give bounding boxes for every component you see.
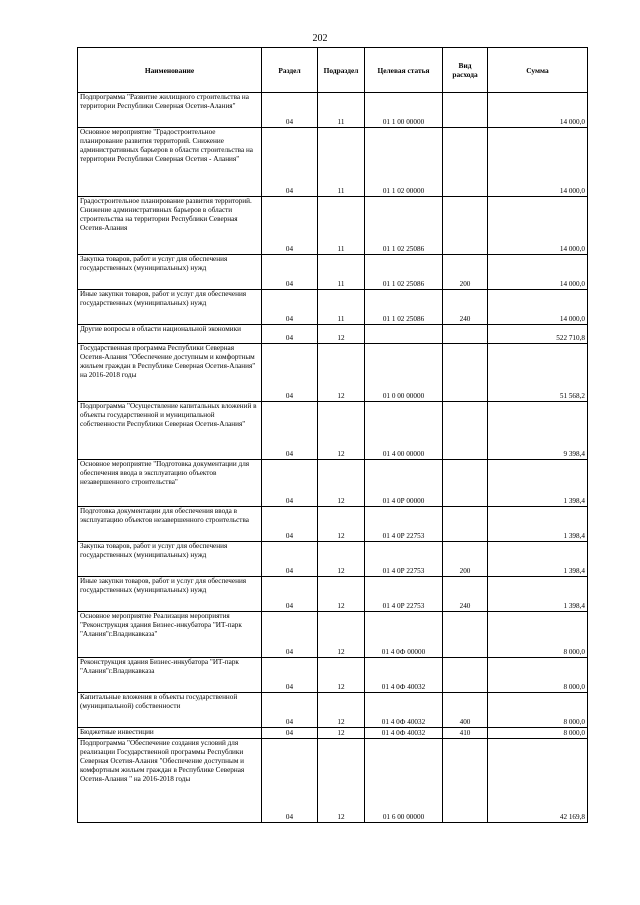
- row-expense-type: [443, 344, 488, 402]
- row-subsection: 12: [318, 728, 365, 739]
- row-name: Подготовка документации для обеспечения ввода в эксплуатацию объектов незавершенного строительства: [78, 507, 262, 542]
- row-target: 01 4 0Р 22753: [365, 577, 443, 612]
- row-subsection: 12: [318, 739, 365, 823]
- row-section: 04: [262, 728, 318, 739]
- row-subsection: 12: [318, 612, 365, 658]
- row-name: Бюджетные инвестиции: [78, 728, 262, 739]
- row-section: 04: [262, 693, 318, 728]
- row-expense-type: 200: [443, 542, 488, 577]
- row-target: 01 4 0Р 22753: [365, 507, 443, 542]
- row-name: Подпрограмма "Обеспечение создания условий для реализации Государственной программы Республики Северная Осетия-Алания "Обеспечение доступным и комфортным жильем граждан в Республике Северная Осетия-Алания " на 2016-2018 годы: [78, 739, 262, 823]
- row-expense-type: 240: [443, 290, 488, 325]
- row-name: Иные закупки товаров, работ и услуг для обеспечения государственных (муниципальных) нужд: [78, 290, 262, 325]
- row-name: Градостроительное планирование развития территорий. Снижение административных барьеров в области строительства на территории Республики Северная Осетия-Алания: [78, 197, 262, 255]
- table-row: [78, 402, 588, 460]
- row-subsection: 12: [318, 402, 365, 460]
- row-name: Реконструкция здания Бизнес-инкубатора "ИТ-парк "Алания"г.Владикавказа: [78, 658, 262, 693]
- row-subsection: 12: [318, 693, 365, 728]
- row-section: 04: [262, 507, 318, 542]
- table-row: [78, 507, 588, 542]
- row-subsection: 12: [318, 542, 365, 577]
- row-section: 04: [262, 197, 318, 255]
- header-section: Раздел: [262, 48, 318, 93]
- row-expense-type: [443, 197, 488, 255]
- row-amount: 1 398,4: [488, 542, 588, 577]
- row-name: Другие вопросы в области национальной экономики: [78, 325, 262, 344]
- table-row: [78, 460, 588, 507]
- row-name: Закупка товаров, работ и услуг для обеспечения государственных (муниципальных) нужд: [78, 542, 262, 577]
- row-amount: 1 398,4: [488, 507, 588, 542]
- table-row: [78, 128, 588, 197]
- table-row: [78, 290, 588, 325]
- row-amount: 1 398,4: [488, 460, 588, 507]
- page-number: 202: [312, 33, 328, 44]
- row-expense-type: [443, 128, 488, 197]
- row-subsection: 11: [318, 128, 365, 197]
- table-row: [78, 255, 588, 290]
- budget-table: [77, 47, 588, 823]
- row-expense-type: [443, 612, 488, 658]
- row-expense-type: [443, 460, 488, 507]
- table-row: [78, 325, 588, 344]
- row-amount: 42 169,8: [488, 739, 588, 823]
- row-target: 01 1 02 25086: [365, 255, 443, 290]
- table-row: [78, 197, 588, 255]
- row-expense-type: 240: [443, 577, 488, 612]
- row-expense-type: [443, 325, 488, 344]
- row-expense-type: 200: [443, 255, 488, 290]
- row-subsection: 11: [318, 93, 365, 128]
- row-section: 04: [262, 542, 318, 577]
- table-row: [78, 693, 588, 728]
- row-target: 01 4 0Ф 40032: [365, 728, 443, 739]
- row-section: 04: [262, 290, 318, 325]
- row-target: 01 4 00 00000: [365, 402, 443, 460]
- row-subsection: 12: [318, 577, 365, 612]
- row-section: 04: [262, 93, 318, 128]
- header-expense-type: Вид расхода: [443, 48, 488, 93]
- row-amount: 522 710,8: [488, 325, 588, 344]
- row-target: 01 1 02 25086: [365, 197, 443, 255]
- row-amount: 14 000,0: [488, 93, 588, 128]
- row-amount: 14 000,0: [488, 197, 588, 255]
- row-amount: 8 000,0: [488, 728, 588, 739]
- row-target: 01 4 0Ф 40032: [365, 658, 443, 693]
- row-target: 01 1 02 25086: [365, 290, 443, 325]
- row-section: 04: [262, 128, 318, 197]
- row-target: 01 1 00 00000: [365, 93, 443, 128]
- row-name: Государственная программа Республики Северная Осетия-Алания "Обеспечение доступным и комфортным жильем граждан в Республике Северная Осетия-Алания" на 2016-2018 годы: [78, 344, 262, 402]
- table-row: [78, 577, 588, 612]
- row-amount: 51 568,2: [488, 344, 588, 402]
- row-expense-type: 400: [443, 693, 488, 728]
- row-target: 01 4 0Р 22753: [365, 542, 443, 577]
- row-amount: 14 000,0: [488, 290, 588, 325]
- row-amount: 9 398,4: [488, 402, 588, 460]
- row-subsection: 12: [318, 344, 365, 402]
- table-header-row: [78, 48, 588, 93]
- row-section: 04: [262, 739, 318, 823]
- row-expense-type: [443, 507, 488, 542]
- row-target: 01 0 00 00000: [365, 344, 443, 402]
- row-expense-type: [443, 402, 488, 460]
- table-row: [78, 93, 588, 128]
- row-name: Основное мероприятие "Подготовка документации для обеспечения ввода в эксплуатацию объектов незавершенного строительства": [78, 460, 262, 507]
- table-row: [78, 542, 588, 577]
- row-name: Подпрограмма "Осуществление капитальных вложений в объекты государственной и муниципальной собственности Республики Северная Осетия-Алания": [78, 402, 262, 460]
- row-subsection: 11: [318, 197, 365, 255]
- row-section: 04: [262, 612, 318, 658]
- row-subsection: 12: [318, 507, 365, 542]
- table-row: [78, 728, 588, 739]
- row-section: 04: [262, 658, 318, 693]
- header-name: Наименование: [78, 48, 262, 93]
- table-row: [78, 612, 588, 658]
- row-section: 04: [262, 255, 318, 290]
- row-amount: 14 000,0: [488, 128, 588, 197]
- row-amount: 8 000,0: [488, 658, 588, 693]
- row-section: 04: [262, 325, 318, 344]
- row-name: Закупка товаров, работ и услуг для обеспечения государственных (муниципальных) нужд: [78, 255, 262, 290]
- row-expense-type: [443, 93, 488, 128]
- row-subsection: 12: [318, 658, 365, 693]
- row-section: 04: [262, 577, 318, 612]
- row-expense-type: [443, 658, 488, 693]
- row-section: 04: [262, 460, 318, 507]
- row-target: [365, 325, 443, 344]
- row-amount: 14 000,0: [488, 255, 588, 290]
- row-expense-type: [443, 739, 488, 823]
- row-target: 01 4 0Р 00000: [365, 460, 443, 507]
- row-target: 01 6 00 00000: [365, 739, 443, 823]
- row-name: Основное мероприятие "Градостроительное планирование развития территорий. Снижение административных барьеров в области строительства на территории Республики Северная Осетия - Алания": [78, 128, 262, 197]
- row-subsection: 11: [318, 290, 365, 325]
- row-name: Подпрограмма "Развитие жилищного строительства на территории Республики Северная Осетия-Алания": [78, 93, 262, 128]
- row-amount: 8 000,0: [488, 612, 588, 658]
- row-target: 01 4 0Ф 00000: [365, 612, 443, 658]
- row-amount: 8 000,0: [488, 693, 588, 728]
- row-amount: 1 398,4: [488, 577, 588, 612]
- row-subsection: 12: [318, 460, 365, 507]
- table-row: [78, 658, 588, 693]
- header-target: Целевая статья: [365, 48, 443, 93]
- row-target: 01 1 02 00000: [365, 128, 443, 197]
- row-expense-type: 410: [443, 728, 488, 739]
- row-target: 01 4 0Ф 40032: [365, 693, 443, 728]
- row-name: Основное мероприятие Реализация мероприятия "Реконструкция здания Бизнес-инкубатора "ИТ-парк "Алания"г.Владикавказа": [78, 612, 262, 658]
- table-row: [78, 739, 588, 823]
- row-name: Иные закупки товаров, работ и услуг для обеспечения государственных (муниципальных) нужд: [78, 577, 262, 612]
- header-amount: Сумма: [488, 48, 588, 93]
- header-subsection: Подраздел: [318, 48, 365, 93]
- row-section: 04: [262, 344, 318, 402]
- row-name: Капитальные вложения в объекты государственной (муниципальной) собственности: [78, 693, 262, 728]
- row-subsection: 11: [318, 255, 365, 290]
- row-section: 04: [262, 402, 318, 460]
- table-row: [78, 344, 588, 402]
- row-subsection: 12: [318, 325, 365, 344]
